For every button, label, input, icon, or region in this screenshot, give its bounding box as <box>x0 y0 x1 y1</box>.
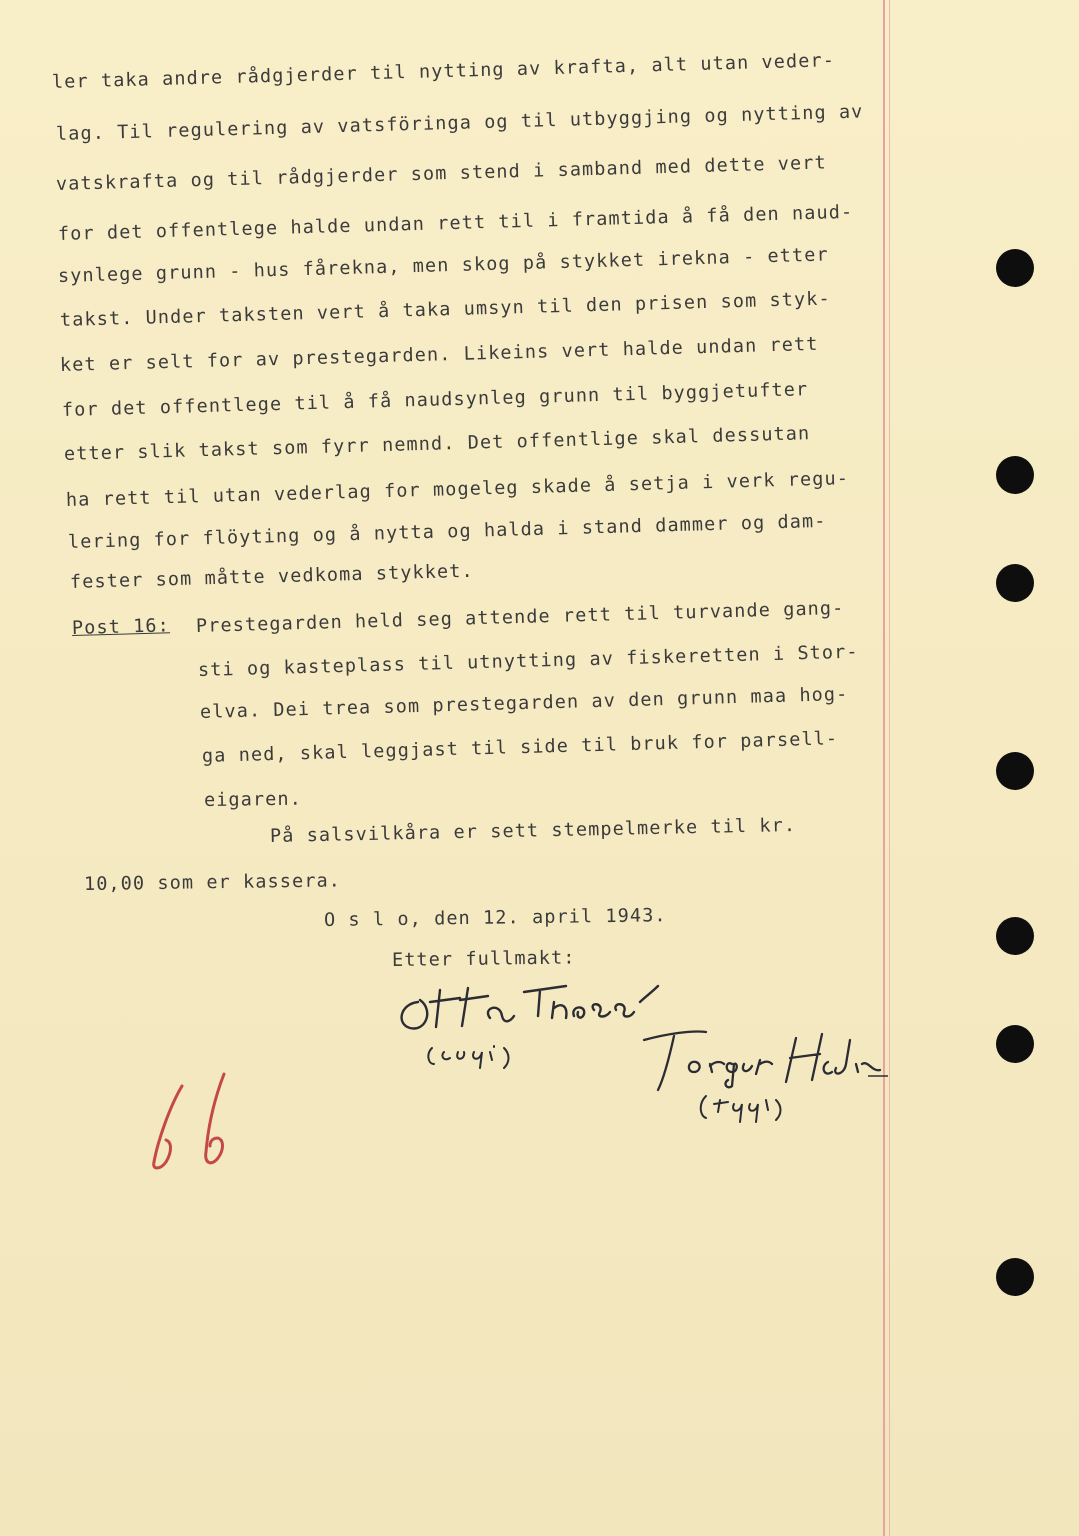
body-line: ler taka andre rådgjerder til nytting av krafta, alt utan veder- <box>51 50 836 93</box>
body-line: takst. Under taksten vert å taka umsyn til den prisen som styk- <box>59 288 831 331</box>
body-line: lering for flöyting og å nytta og halda i stand dammer og dam- <box>67 510 827 553</box>
punch-hole <box>996 456 1034 494</box>
body-line: vatskrafta og til rådgjerder som stend i samband med dette vert <box>55 152 827 195</box>
punch-hole <box>996 249 1034 287</box>
body-line: fester som måtte vedkoma stykket. <box>69 560 474 593</box>
body-line: etter slik takst som fyrr nemnd. Det offentlige skal dessutan <box>63 423 811 465</box>
signature-second <box>636 1020 892 1140</box>
red-margin-mark <box>140 1066 260 1186</box>
post-line: sti og kasteplass til utnytting av fiskeretten i Stor- <box>197 641 859 681</box>
body-line: for det offentlege halde undan rett til i framtida å få den naud- <box>57 201 854 245</box>
place-date: O s l o, den 12. april 1943. <box>323 905 667 931</box>
punch-hole <box>996 564 1034 602</box>
punch-hole <box>996 1025 1034 1063</box>
punch-hole <box>996 752 1034 790</box>
post-label: Post 16: <box>71 615 171 639</box>
post-line: elva. Dei trea som prestegarden av den grunn maa hog- <box>199 683 849 723</box>
body-line: lag. Til regulering av vatsföringa og til utbyggjing og nytting av <box>55 101 864 145</box>
body-line: for det offentlege til å få naudsynleg grunn til byggjetufter <box>61 379 809 421</box>
post-line: ga ned, skal leggjast til side til bruk for parsell- <box>201 728 839 767</box>
punch-hole <box>996 917 1034 955</box>
post-line: eigaren. <box>203 788 303 811</box>
punch-hole <box>996 1258 1034 1296</box>
authority-line: Etter fullmakt: <box>391 947 576 971</box>
margin-rule <box>883 0 885 1536</box>
body-line: synlege grunn - hus fårekna, men skog på stykket irekna - etter <box>57 244 829 287</box>
amount-line: 10,00 som er kassera. <box>83 870 342 895</box>
body-line: ket er selt for av prestegarden. Likeins vert halde undan rett <box>59 333 819 376</box>
body-line: ha rett til utan vederlag for mogeleg skade å setja i verk regu- <box>65 468 850 511</box>
stamp-line: På salsvilkåra er sett stempelmerke til kr. <box>269 814 797 847</box>
post-line: Prestegarden held seg attende rett til turvande gang- <box>195 597 845 637</box>
margin-rule-inner <box>889 0 890 1536</box>
